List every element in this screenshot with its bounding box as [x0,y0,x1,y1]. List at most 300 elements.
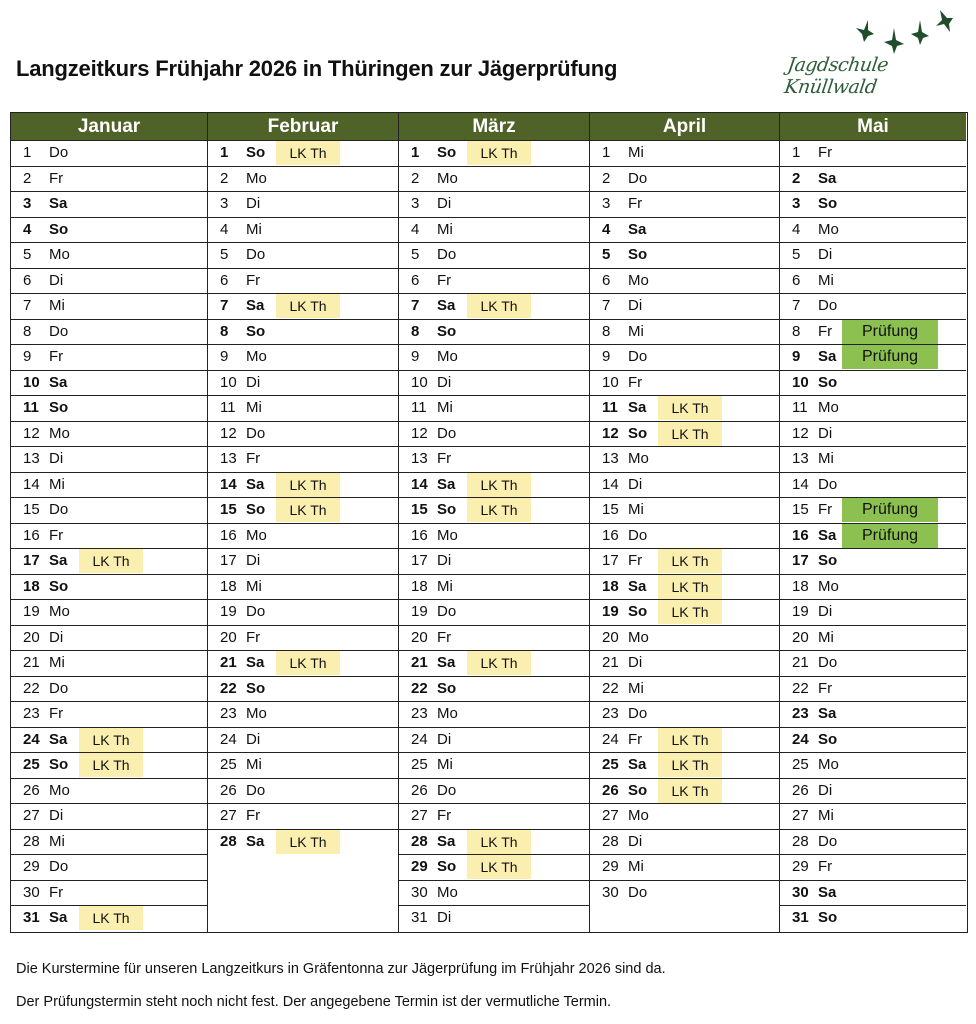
exam-badge: Prüfung [842,345,938,369]
day-row [208,600,398,626]
day-row [208,167,398,193]
weekday: Fr [246,271,261,289]
day-row [399,269,589,295]
weekday: So [437,144,457,161]
weekday: Mo [628,450,649,467]
day-row [399,447,589,473]
calendar-table [10,112,968,933]
weekday: So [437,858,457,875]
day-row [590,753,779,779]
day-number: 14 [792,475,809,493]
day-number: 25 [602,756,619,773]
weekday: Mi [246,399,262,416]
weekday: Mo [49,781,70,799]
weekday: So [437,679,457,697]
weekday: Di [437,373,452,391]
weekday: So [49,756,69,773]
day-row [780,498,966,524]
day-row [399,396,589,422]
day-row [11,881,207,907]
day-row [11,728,207,754]
day-row [11,600,207,626]
day-number: 19 [792,603,809,620]
day-number: 21 [792,654,809,671]
weekday: Do [49,501,69,518]
weekday: Di [246,195,261,212]
weekday: Mo [437,705,458,722]
day-number: 7 [602,297,611,314]
weekday: Mo [628,807,649,824]
day-row [11,498,207,524]
weekday: So [49,220,69,238]
day-row [11,702,207,728]
weekday: Di [628,475,643,493]
day-number: 31 [23,909,40,926]
day-row [208,473,398,499]
weekday: So [437,322,457,340]
day-number: 30 [792,883,809,901]
day-number: 21 [23,654,40,671]
day-row [11,167,207,193]
day-number: 18 [411,577,428,595]
day-row [208,779,398,805]
weekday: Mo [49,246,70,263]
month-column-mai [779,113,966,932]
day-row [11,830,207,856]
day-row [780,626,966,652]
weekday: Fr [49,526,64,544]
day-row [208,243,398,269]
day-row [208,218,398,244]
day-row [590,218,779,244]
day-number: 14 [602,475,619,493]
lk-th-badge: LK Th [658,779,722,803]
day-row [11,294,207,320]
weekday: Fr [49,705,64,722]
lk-th-badge: LK Th [467,651,531,675]
weekday: Fr [818,679,833,697]
lk-th-badge: LK Th [276,830,340,854]
day-number: 23 [220,705,237,722]
day-row [11,473,207,499]
day-number: 17 [602,552,619,569]
weekday: Di [437,552,452,569]
day-row [780,396,966,422]
day-row [780,881,966,907]
flying-ducks-icon [782,6,972,56]
day-number: 24 [411,730,428,748]
month-header: Februar [208,113,398,141]
day-row [780,447,966,473]
day-number: 3 [602,195,611,212]
day-row [208,294,398,320]
weekday: Fr [437,807,452,824]
day-number: 7 [23,297,32,314]
weekday: Mo [437,348,458,365]
day-row [590,728,779,754]
weekday: Mo [246,705,267,722]
day-row [590,677,779,703]
day-number: 18 [602,577,619,595]
day-row [590,549,779,575]
day-number: 14 [23,475,40,493]
day-row [780,269,966,295]
day-number: 7 [220,297,229,314]
weekday: Fr [437,271,452,289]
day-row [780,728,966,754]
day-row [590,779,779,805]
day-row [399,524,589,550]
day-number: 23 [411,705,428,722]
day-number: 31 [792,909,809,926]
day-row [208,626,398,652]
day-row [11,549,207,575]
day-row [11,651,207,677]
weekday: Mi [818,271,834,289]
weekday: Di [437,195,452,212]
day-row [590,141,779,167]
weekday: So [818,552,838,569]
lk-th-badge: LK Th [467,855,531,879]
day-row [208,141,398,167]
day-number: 27 [602,807,619,824]
weekday: Fr [49,348,64,365]
day-row [11,345,207,371]
weekday: Sa [246,832,265,850]
day-number: 26 [602,781,619,799]
weekday: Mo [818,577,839,595]
day-row [11,779,207,805]
day-number: 24 [220,730,237,748]
weekday: Sa [49,195,68,212]
day-row [780,600,966,626]
day-number: 16 [602,526,619,544]
day-row [208,728,398,754]
day-number: 13 [602,450,619,467]
weekday: Mo [246,169,267,187]
weekday: So [818,195,838,212]
day-number: 28 [220,832,237,850]
day-row [399,498,589,524]
weekday: Do [628,526,648,544]
day-number: 30 [602,883,619,901]
day-number: 19 [411,603,428,620]
day-number: 17 [792,552,809,569]
day-row [11,243,207,269]
day-number: 11 [220,399,236,416]
day-number: 2 [23,169,32,187]
weekday: Do [818,832,838,850]
day-row [11,626,207,652]
weekday: Di [628,654,643,671]
day-row [780,524,966,550]
day-row [399,294,589,320]
weekday: Do [246,603,266,620]
day-number: 25 [220,756,237,773]
weekday: Do [437,246,457,263]
weekday: So [49,399,69,416]
day-row [11,320,207,346]
day-row [11,753,207,779]
day-number: 22 [792,679,809,697]
weekday: Mo [49,603,70,620]
weekday: Sa [49,373,68,391]
weekday: Mi [437,756,453,773]
weekday: Do [628,883,648,901]
day-row [780,167,966,193]
day-number: 14 [411,475,428,493]
weekday: Sa [628,577,647,595]
lk-th-badge: LK Th [658,396,722,420]
weekday: Mi [628,679,644,697]
lk-th-badge: LK Th [467,141,531,165]
day-number: 8 [602,322,611,340]
day-number: 1 [411,144,420,161]
weekday: Di [818,246,833,263]
weekday: Do [49,679,69,697]
lk-th-badge: LK Th [658,600,722,624]
weekday: Do [246,424,266,442]
day-number: 12 [792,424,809,442]
day-number: 2 [220,169,229,187]
day-row [11,218,207,244]
day-number: 31 [411,909,428,926]
day-number: 15 [411,501,428,518]
day-row [780,830,966,856]
weekday: Fr [246,450,261,467]
day-row [208,702,398,728]
day-row [399,702,589,728]
day-number: 1 [792,144,801,161]
day-row [11,192,207,218]
day-number: 8 [411,322,420,340]
day-row [399,600,589,626]
weekday: Di [628,832,643,850]
day-number: 27 [23,807,40,824]
day-number: 18 [23,577,40,595]
lk-th-badge: LK Th [658,728,722,752]
day-number: 5 [23,246,32,263]
weekday: Do [49,322,69,340]
day-number: 10 [792,373,809,391]
day-row [590,524,779,550]
weekday: Mi [49,297,65,314]
weekday: Sa [628,399,647,416]
lk-th-badge: LK Th [658,753,722,777]
day-row [399,167,589,193]
weekday: Do [818,475,838,493]
day-row [399,753,589,779]
note-exam-date: Der Prüfungstermin steht noch nicht fest. Der angegebene Termin ist der vermutliche Termin. [16,994,612,1010]
day-row [399,243,589,269]
day-number: 6 [411,271,420,289]
day-number: 9 [220,348,229,365]
day-number: 11 [602,399,618,416]
weekday: Sa [246,654,265,671]
day-number: 16 [411,526,428,544]
day-number: 30 [411,883,428,901]
day-row [11,804,207,830]
day-number: 28 [792,832,809,850]
weekday: Do [628,705,648,722]
weekday: So [246,144,266,161]
day-row [11,524,207,550]
day-number: 7 [411,297,420,314]
day-number: 16 [220,526,237,544]
lk-th-badge: LK Th [467,473,531,497]
lk-th-badge: LK Th [79,549,143,573]
day-number: 4 [23,220,32,238]
day-row [208,549,398,575]
day-row [399,371,589,397]
weekday: Mo [628,271,649,289]
day-number: 22 [411,679,428,697]
day-row [208,422,398,448]
day-row [780,549,966,575]
weekday: Do [246,781,266,799]
weekday: Mo [818,220,839,238]
day-number: 15 [792,501,809,518]
lk-th-badge: LK Th [467,830,531,854]
day-number: 26 [23,781,40,799]
weekday: Sa [246,475,265,493]
weekday: Fr [628,195,643,212]
day-number: 13 [220,450,237,467]
day-row [780,473,966,499]
day-row [590,396,779,422]
weekday: Di [49,628,64,646]
weekday: Mi [628,858,644,875]
weekday: Di [437,730,452,748]
weekday: Fr [818,322,833,340]
day-number: 23 [792,705,809,722]
day-number: 5 [602,246,611,263]
month-column-april [589,113,779,932]
day-number: 17 [411,552,428,569]
weekday: Di [49,271,64,289]
weekday: Di [818,424,833,442]
day-row [590,804,779,830]
day-number: 22 [602,679,619,697]
day-row [780,422,966,448]
day-row [780,141,966,167]
weekday: Di [246,373,261,391]
day-row [590,651,779,677]
day-number: 4 [411,220,420,238]
day-row [590,167,779,193]
day-number: 25 [23,756,40,773]
weekday: Sa [49,909,68,926]
day-row [399,626,589,652]
day-number: 5 [411,246,420,263]
day-row [399,141,589,167]
day-row [780,294,966,320]
day-number: 27 [411,807,428,824]
month-column-februar [207,113,398,932]
day-row [208,320,398,346]
day-row [780,804,966,830]
day-row [399,422,589,448]
day-number: 1 [23,144,32,161]
weekday: Fr [628,373,643,391]
weekday: Sa [437,297,456,314]
lk-th-badge: LK Th [276,473,340,497]
day-number: 19 [220,603,237,620]
lk-th-badge: LK Th [79,728,143,752]
day-row [11,269,207,295]
day-row [780,575,966,601]
day-number: 11 [792,399,808,416]
weekday: Fr [818,501,833,518]
day-number: 23 [602,705,619,722]
day-number: 26 [792,781,809,799]
weekday: Sa [246,297,265,314]
day-row [590,320,779,346]
day-row [780,906,966,932]
weekday: So [628,781,648,799]
day-row [208,677,398,703]
day-row [11,677,207,703]
day-row [780,345,966,371]
weekday: Fr [49,883,64,901]
day-row [399,320,589,346]
day-number: 12 [23,424,40,442]
day-row [208,651,398,677]
weekday: So [628,246,648,263]
day-number: 15 [602,501,619,518]
day-row [590,881,779,907]
weekday: Mi [437,399,453,416]
day-row [208,498,398,524]
weekday: Sa [818,526,837,544]
weekday: Mi [49,654,65,671]
weekday: Di [49,807,64,824]
weekday: Fr [818,858,833,875]
weekday: Do [437,424,457,442]
day-number: 29 [602,858,619,875]
day-number: 25 [411,756,428,773]
day-row [399,192,589,218]
weekday: Di [437,909,452,926]
lk-th-badge: LK Th [467,294,531,318]
month-header: Mai [780,113,966,141]
lk-th-badge: LK Th [276,651,340,675]
weekday: Sa [437,832,456,850]
lk-th-badge: LK Th [658,422,722,446]
weekday: So [628,603,648,620]
day-row [399,549,589,575]
weekday: Di [818,603,833,620]
day-row [590,473,779,499]
lk-th-badge: LK Th [79,906,143,930]
day-number: 30 [23,883,40,901]
weekday: Fr [246,628,261,646]
day-number: 1 [602,144,611,161]
day-number: 18 [792,577,809,595]
weekday: So [818,909,838,926]
day-row [780,855,966,881]
day-number: 28 [602,832,619,850]
day-number: 6 [792,271,801,289]
day-number: 12 [220,424,237,442]
day-number: 21 [411,654,428,671]
day-number: 10 [23,373,40,391]
weekday: Mi [246,756,262,773]
day-number: 2 [792,169,801,187]
day-number: 7 [792,297,801,314]
day-row [590,600,779,626]
weekday: So [437,501,457,518]
